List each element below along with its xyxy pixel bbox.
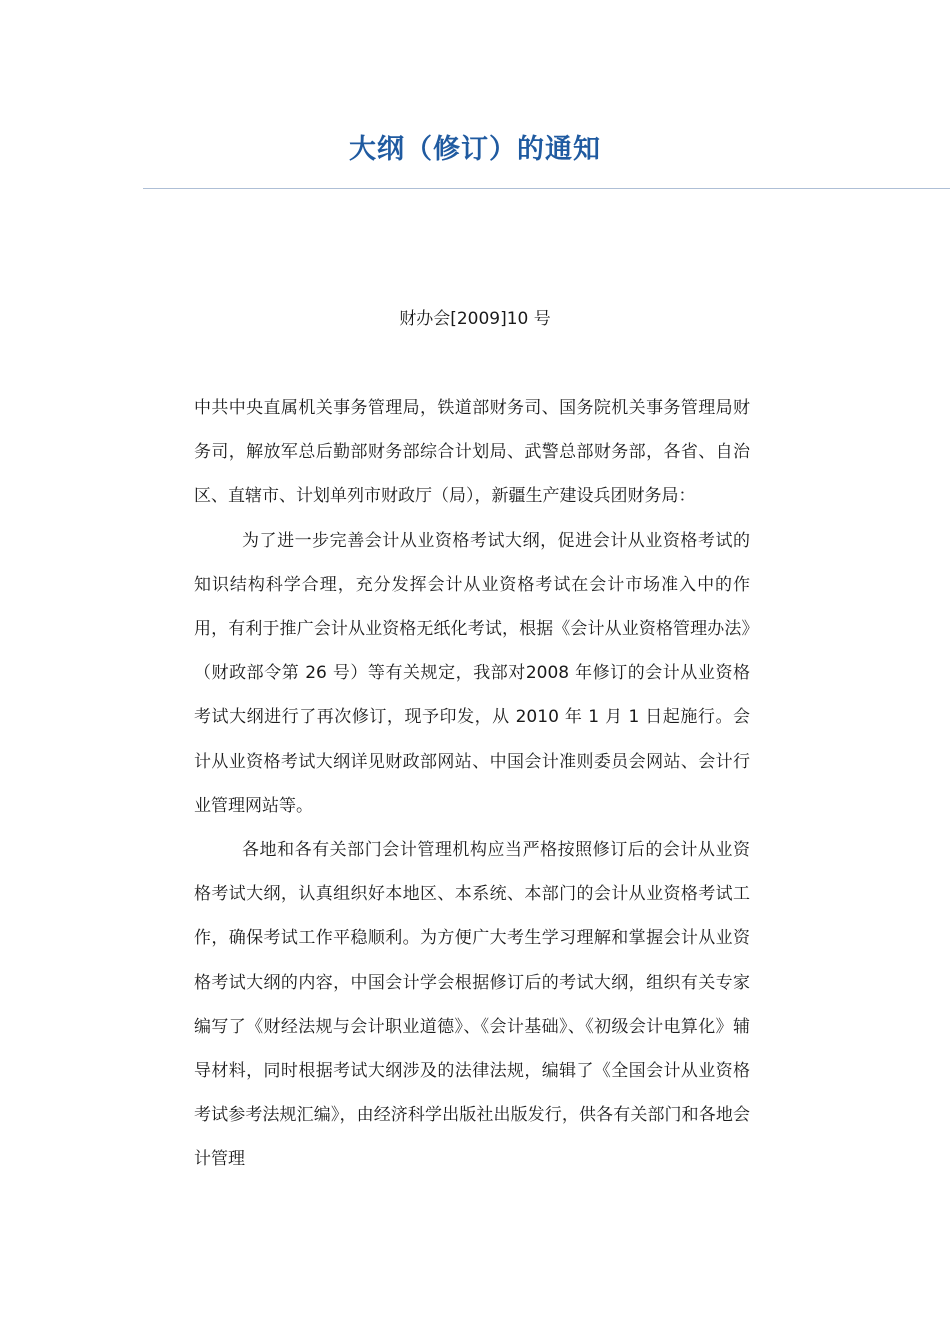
body-paragraph-1: 为了进一步完善会计从业资格考试大纲，促进会计从业资格考试的知识结构科学合理，充分发挥会计从业资格考试在会计市场准入中的作用，有利于推广会计从业资格无纸化考试，根据《会计从业资格管理办法》（财政部令第 26 号）等有关规定，我部对2008 年修订的会计从业资格考试大纲进行了再次修订，现予印发，从 2010 年 1 月 1 日起施行。会计从业资格考试大纲详见财政部网站、中国会计准则委员会网站、会计行业管理网站等。 (194, 530, 750, 816)
document-number: 财办会[2009]10 号 (399, 309, 551, 329)
title-divider (143, 188, 950, 189)
document-title: 大纲（修订）的通知 (349, 134, 601, 165)
addressee-paragraph: 中共中央直属机关事务管理局，铁道部财务司、国务院机关事务管理局财务司，解放军总后勤部财务部综合计划局、武警总部财务部，各省、自治区、直辖市、计划单列市财政厅（局），新疆生产建设兵团财务局： (194, 398, 750, 507)
body-paragraph-2: 各地和各有关部门会计管理机构应当严格按照修订后的会计从业资格考试大纲，认真组织好本地区、本系统、本部门的会计从业资格考试工作，确保考试工作平稳顺利。为方便广大考生学习理解和掌握会计从业资格考试大纲的内容，中国会计学会根据修订后的考试大纲，组织有关专家编写了《财经法规与会计职业道德》、《会计基础》、《初级会计电算化》辅导材料，同时根据考试大纲涉及的法律法规，编辑了《全国会计从业资格考试参考法规汇编》，由经济科学出版社出版发行，供各有关部门和各地会计管理 (194, 840, 750, 1170)
document-body (194, 386, 750, 1182)
